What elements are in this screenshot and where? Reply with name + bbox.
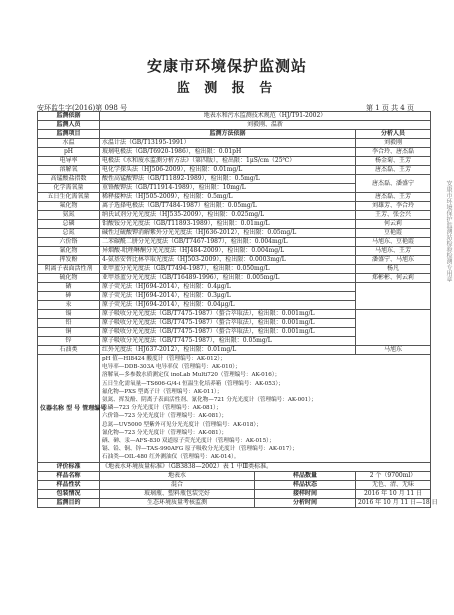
instrument-line: 氰化物—723 分光光度计（管理编号：AK-081）； bbox=[102, 429, 228, 436]
method-analyst: 郑彬彬、何云莉 bbox=[356, 274, 431, 283]
instrument-line: 电导率—DDB-303A 电导率仪（管理编号：AK-010）； bbox=[102, 364, 241, 371]
method-description: 水温计法（GB/T13195-1991） bbox=[100, 139, 356, 148]
sample-label: 分析时间 bbox=[255, 498, 356, 507]
sample-label: 样品性状 bbox=[38, 480, 100, 489]
sample-value: 玻璃瓶、塑料瓶包装完好 bbox=[100, 489, 255, 498]
method-description: 纳氏试剂分光光度法（HJ535-2009），检出限：0.025mg/L bbox=[100, 211, 356, 220]
method-analyst bbox=[356, 283, 431, 310]
sample-value: 2016 年 10 月 11 日 bbox=[356, 489, 431, 498]
instrument-line: 总氮—UV5000 型紫外可见分光光度计（管理编号：AK-018）； bbox=[102, 421, 262, 428]
method-row bbox=[38, 256, 431, 265]
instrument-line: pH 值—HI8424 酸度计（管理编号：AK-012）； bbox=[102, 356, 226, 362]
basis-label: 监测依据 bbox=[38, 112, 100, 121]
method-description: 电化学探头法（HJ506-2009），检出限：0.01mg/L bbox=[100, 166, 356, 175]
sample-value: 2 个（9700ml） bbox=[356, 471, 431, 480]
sample-value: 生态环境质量考核监测 bbox=[100, 498, 255, 507]
instrument-line: 石油类—OIL-480 红外测油仪（管理编号：AK-014）。 bbox=[102, 454, 240, 461]
sample-row bbox=[38, 471, 431, 480]
method-description: 原子荧光法（HJ694-2014），检出限：0.04μg/L bbox=[100, 301, 356, 310]
methods-header-method: 监测方法依据 bbox=[100, 130, 356, 139]
method-item: 高锰酸盐指数 bbox=[38, 175, 100, 184]
method-item: 铜 bbox=[38, 328, 100, 337]
method-description: 原子吸收分光光度法（GB/T7475-1987）（螯合萃取法），检出限：0.001mg/L bbox=[100, 328, 356, 337]
instrument-line: 镉、铅、铜、锌—TAS-990AFG 原子吸收分光光度计（管理编号：AK-017）； bbox=[102, 446, 298, 453]
method-description: 原子吸收分光光度法（GB/T7475-1987）（螯合萃取法），检出限：0.001mg/L bbox=[100, 319, 356, 328]
instrument-line: 氨氮、挥发酚、阴离子表面活性剂、氰化物—721 分光光度计（管理编号：AK-001）； bbox=[102, 397, 317, 404]
staff-row bbox=[38, 121, 431, 130]
method-analyst bbox=[356, 310, 431, 346]
method-item: 六价铬 bbox=[38, 238, 100, 247]
sample-label: 样品状态 bbox=[255, 480, 356, 489]
method-item: 硒 bbox=[38, 283, 100, 292]
sample-row bbox=[38, 480, 431, 489]
evaluation-value: 《地表水环境质量标准》（GB3838—2002）表 1 中Ⅲ类标准。 bbox=[100, 462, 431, 471]
sample-value: 地表水 bbox=[100, 471, 255, 480]
method-description: 亚甲基蓝分光光度法（GB/T16489-1996），检出限：0.005mg/L bbox=[100, 274, 356, 283]
method-analyst: 刘毅刚 bbox=[356, 139, 431, 148]
method-row bbox=[38, 283, 431, 292]
methods-header-row bbox=[38, 130, 431, 139]
page-indicator: 第 1 页 共 4 页 bbox=[365, 104, 414, 112]
method-analyst: 李合玲、唐杰磊 bbox=[356, 148, 431, 157]
organization-name: 安康市环境保护监测站 bbox=[146, 57, 307, 75]
method-row bbox=[38, 193, 431, 202]
evaluation-label: 评价标准 bbox=[38, 462, 100, 471]
instrument-line: 五日生化需氧量—TS606-G/4-i 恒温生化培养箱（管理编号：AK-053）； bbox=[102, 380, 284, 387]
instrument-line: 溶解氧—多参数水质测定仪 inoLab Multi720（管理编号：AK-016）； bbox=[102, 372, 281, 379]
instrument-line: 硒、砷、汞—AFS-830 双道原子荧光光度计（管理编号：AK-015）； bbox=[102, 438, 275, 445]
basis-row bbox=[38, 112, 431, 121]
method-row bbox=[38, 310, 431, 319]
method-analyst: 唐杰磊、潘盛宁 bbox=[356, 175, 431, 193]
method-item: 锌 bbox=[38, 337, 100, 346]
basis-value: 地表水和污水监测技术规范（HJ/T91-2002） bbox=[100, 112, 431, 121]
method-item: 氰化物 bbox=[38, 247, 100, 256]
method-item: 水温 bbox=[38, 139, 100, 148]
method-description: 电极法《水和废水监测分析方法》（第四版），检出限：1μS/cm（25℃） bbox=[100, 157, 356, 166]
method-item: 硫化物 bbox=[38, 274, 100, 283]
sample-label: 样品名称 bbox=[38, 471, 100, 480]
instruments-row bbox=[38, 355, 431, 463]
method-item: 砷 bbox=[38, 292, 100, 301]
method-row bbox=[38, 346, 431, 355]
method-item: 电导率 bbox=[38, 157, 100, 166]
monitoring-table-body bbox=[38, 112, 438, 508]
method-row bbox=[38, 175, 431, 184]
method-row bbox=[38, 229, 431, 238]
method-description: 稀释接种法（HJ505-2009），检出限：0.5mg/L bbox=[100, 193, 356, 202]
report-number: 安环监生字(2016)第 098 号 bbox=[37, 104, 128, 112]
evaluation-row bbox=[38, 462, 431, 471]
method-description: 红外光度法（HJ637-2012），检出限：0.01mg/L bbox=[100, 346, 356, 355]
method-item: 五日生化需氧量 bbox=[38, 193, 100, 202]
method-description: 离子选择电极法（GB/T7484-1987）检出限：0.05mg/L bbox=[100, 202, 356, 211]
method-analyst: 马旭东、王芳 bbox=[356, 247, 431, 256]
method-row bbox=[38, 211, 431, 220]
sample-row bbox=[38, 489, 431, 498]
method-analyst: 王芳、张会兴 bbox=[356, 211, 431, 220]
method-analyst: 唐杰磊、王芳 bbox=[356, 193, 431, 202]
method-item: 铅 bbox=[38, 319, 100, 328]
sample-value: 混合 bbox=[100, 480, 255, 489]
method-item: 化学需氧量 bbox=[38, 184, 100, 193]
method-item: 汞 bbox=[38, 301, 100, 310]
methods-header-item: 监测项目 bbox=[38, 130, 100, 139]
staff-label: 监测人员 bbox=[38, 121, 100, 130]
method-item: 总氮 bbox=[38, 229, 100, 238]
method-item: 氟化物 bbox=[38, 202, 100, 211]
method-analyst: 马旭东、豆艳霞 bbox=[356, 238, 431, 247]
method-analyst: 唐杰磊、王芳 bbox=[356, 166, 431, 175]
instruments-list bbox=[100, 355, 431, 463]
method-item: 总磷 bbox=[38, 220, 100, 229]
sample-row bbox=[38, 498, 431, 507]
method-row bbox=[38, 220, 431, 229]
method-analyst: 刘雄芳、李合玲 bbox=[356, 202, 431, 211]
method-row bbox=[38, 202, 431, 211]
method-description: 4-氨基安替比林萃取光度法（HJ503-2009），检出限：0.0003mg/L bbox=[100, 256, 356, 265]
method-row bbox=[38, 274, 431, 283]
method-item: 镉 bbox=[38, 310, 100, 319]
method-row bbox=[38, 247, 431, 256]
method-description: 玻璃电极法（GB/T6920-1986），检出限：0.01pH bbox=[100, 148, 356, 157]
method-item: 溶解氧 bbox=[38, 166, 100, 175]
instrument-line: 总磷—723 分光光度计（管理编号：AK-081）； bbox=[102, 405, 222, 412]
method-description: 钼酸铵分光光度法（GB/T11893-1989），检出限：0.01mg/L bbox=[100, 220, 356, 229]
method-row bbox=[38, 148, 431, 157]
monitoring-table bbox=[37, 111, 438, 508]
method-description: 重铬酸钾法（GB/T11914-1989），检出限：10mg/L bbox=[100, 184, 356, 193]
method-analyst: 杨凡 bbox=[356, 265, 431, 274]
instrument-line: 六价铬—723 分光光度计（管理编号：AK-081）； bbox=[102, 413, 228, 420]
report-title: 监 测 报 告 bbox=[176, 81, 278, 96]
method-analyst: 马旭东 bbox=[356, 346, 431, 355]
method-description: 原子荧光法（HJ694-2014），检出限：0.3μg/L bbox=[100, 292, 356, 301]
method-analyst: 潘盛宁、马旭东 bbox=[356, 256, 431, 265]
method-analyst: 杨金菊、王芳 bbox=[356, 157, 431, 166]
side-stamp: 安康市环境保护监测站检验检测专用章 bbox=[445, 180, 452, 282]
method-row bbox=[38, 157, 431, 166]
staff-value: 刘毅刚、温新 bbox=[100, 121, 431, 130]
method-description: 二苯碳酰二肼分光光度法（GB/T7467-1987），检出限：0.004mg/L bbox=[100, 238, 356, 247]
method-description: 碱性过硫酸钾消解紫外分光光度法（HJ636-2012），检出限：0.05mg/L bbox=[100, 229, 356, 238]
sample-label: 接样时间 bbox=[255, 489, 356, 498]
method-row bbox=[38, 238, 431, 247]
method-row bbox=[38, 265, 431, 274]
methods-header-analyst: 分析人员 bbox=[356, 130, 431, 139]
method-analyst: 豆艳霞 bbox=[356, 229, 431, 238]
method-description: 原子荧光法（HJ694-2014），检出限：0.4μg/L bbox=[100, 283, 356, 292]
sample-label: 监测目的 bbox=[38, 498, 100, 507]
method-item: 石油类 bbox=[38, 346, 100, 355]
instruments-label: 仪器名称 型 号 管理编号 bbox=[38, 355, 100, 463]
method-analyst: 何云莉 bbox=[356, 220, 431, 229]
method-description: 原子吸收分光光度法（GB/T7475-1987），检出限：0.05mg/L bbox=[100, 337, 356, 346]
method-row bbox=[38, 166, 431, 175]
sample-label: 包装情况 bbox=[38, 489, 100, 498]
method-description: 亚甲蓝分光光度法（GB/T7494-1987），检出限：0.050mg/L bbox=[100, 265, 356, 274]
method-row bbox=[38, 139, 431, 148]
method-item: 氨氮 bbox=[38, 211, 100, 220]
method-description: 原子吸收分光光度法（GB/T7475-1987）（螯合萃取法），检出限：0.001mg/L bbox=[100, 310, 356, 319]
sample-value: 无色、清、无味 bbox=[356, 480, 431, 489]
sample-value: 2016 年 10 月 11 日—18 日 bbox=[356, 498, 431, 507]
method-description: 异烟酸-吡唑啉酮分光光度法（HJ484-2009），检出限：0.004mg/L bbox=[100, 247, 356, 256]
method-item: pH bbox=[38, 148, 100, 157]
method-item: 挥发酚 bbox=[38, 256, 100, 265]
method-item: 阴离子表面活性剂 bbox=[38, 265, 100, 274]
instrument-line: 氟化物—PXS 型离子计（管理编号：AK-011）； bbox=[102, 388, 223, 395]
sample-label: 样品数量 bbox=[255, 471, 356, 480]
method-description: 酸性高锰酸钾法（GB/T11892-1989），检出限：0.5mg/L bbox=[100, 175, 356, 184]
